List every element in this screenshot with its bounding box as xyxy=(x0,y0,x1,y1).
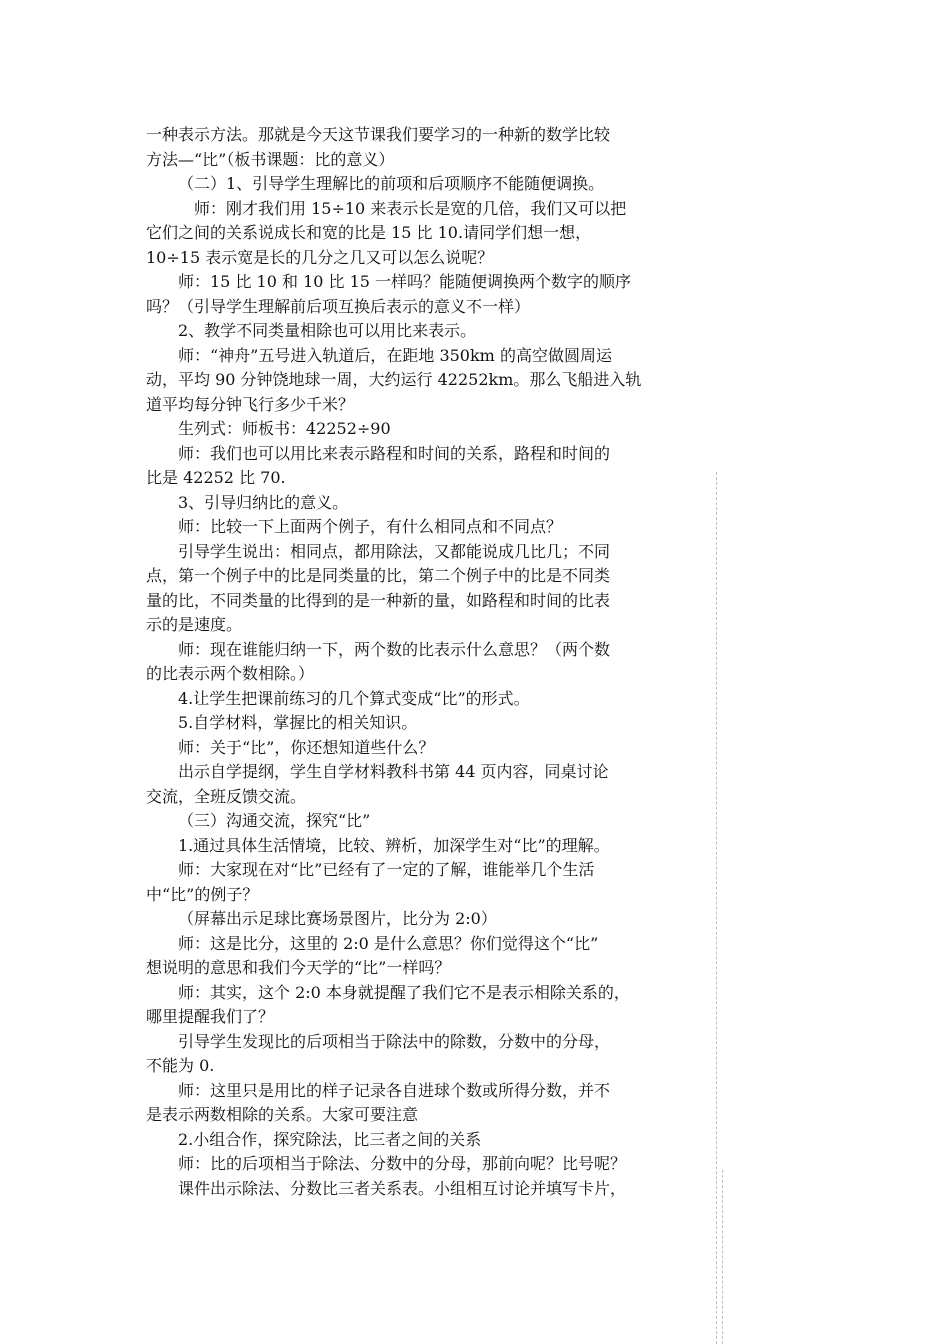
text-line: 师：这里只是用比的样子记录各自进球个数或所得分数，并不 xyxy=(178,1080,611,1100)
text-line: 比是 42252 比 70. xyxy=(146,468,286,487)
text-line: 师：其实，这个 2:0 本身就提醒了我们它不是表示相除关系的， xyxy=(178,982,630,1002)
text-line: 示的是速度。 xyxy=(146,615,243,634)
text-line: 师：我们也可以用比来表示路程和时间的关系，路程和时间的 xyxy=(178,443,611,463)
text-line: 师：刚才我们用 15÷10 来表示长是宽的几倍，我们又可以把 xyxy=(194,198,627,218)
text-line: 不能为 0. xyxy=(146,1056,215,1075)
text-line: 出示自学提纲，学生自学材料教科书第 44 页内容，同桌讨论 xyxy=(178,762,609,781)
text-line: 交流，全班反馈交流。 xyxy=(146,786,307,806)
text-line: 5.自学材料，掌握比的相关知识。 xyxy=(178,713,418,732)
text-line: 是表示两数相除的关系。大家可要注意 xyxy=(146,1105,419,1124)
body-text xyxy=(146,123,712,1201)
text-line: 道平均每分钟飞行多少千米？ xyxy=(146,394,355,414)
text-line: 师：这是比分，这里的 2:0 是什么意思？你们觉得这个“比” xyxy=(178,933,599,953)
text-line: 一种表示方法。那就是今天这节课我们要学习的一种新的数学比较 xyxy=(146,125,611,144)
text-line: 它们之间的关系说成长和宽的比是 15 比 10.请同学们想一想， xyxy=(146,223,592,242)
text-line: 课件出示除法、分数比三者关系表。小组相互讨论并填写卡片， xyxy=(178,1178,627,1198)
text-line: 量的比，不同类量的比得到的是一种新的量，如路程和时间的比表 xyxy=(146,590,611,610)
text-line: 生列式：师板书：42252÷90 xyxy=(178,419,391,438)
text-line: 师：大家现在对“比”已经有了一定的了解，谁能举几个生活 xyxy=(178,860,595,879)
text-line: （屏幕出示足球比赛场景图片，比分为 2:0） xyxy=(178,909,497,928)
text-line: 2.小组合作，探究除法，比三者之间的关系 xyxy=(178,1129,482,1149)
text-line: 师：现在谁能归纳一下，两个数的比表示什么意思？（两个数 xyxy=(178,639,611,659)
text-line: 10÷15 表示宽是长的几分之几又可以怎么说呢？ xyxy=(146,247,494,267)
text-line: 引导学生说出：相同点，都用除法，又都能说成几比几；不同 xyxy=(178,541,611,561)
margin-dashed-line xyxy=(722,1170,723,1344)
text-line: 点，第一个例子中的比是同类量的比，第二个例子中的比是不同类 xyxy=(146,566,611,585)
text-line: （三）沟通交流，探究“比” xyxy=(178,811,371,830)
margin-dashed-line xyxy=(716,472,717,1344)
text-line: 师：“神舟”五号进入轨道后，在距地 350km 的高空做圆周运 xyxy=(178,345,612,365)
text-line: 师：15 比 10 和 10 比 15 一样吗？能随便调换两个数字的顺序 xyxy=(178,272,632,291)
text-line: 动，平均 90 分钟饶地球一周，大约运行 42252km。那么飞船进入轨 xyxy=(146,370,642,389)
text-line: 引导学生发现比的后项相当于除法中的除数，分数中的分母， xyxy=(178,1031,611,1051)
text-line: 的比表示两个数相除。） xyxy=(146,664,315,683)
text-line: 哪里提醒我们了？ xyxy=(146,1007,275,1026)
text-line: 想说明的意思和我们今天学的“比”一样吗？ xyxy=(146,958,451,977)
text-line: 师：关于“比”，你还想知道些什么？ xyxy=(178,737,435,757)
text-line: 方法—“比”（板书课题：比的意义） xyxy=(146,149,395,169)
text-line: 2、教学不同类量相除也可以用比来表示。 xyxy=(178,321,477,340)
text-line: 4.让学生把课前练习的几个算式变成“比”的形式。 xyxy=(178,688,530,708)
text-line: 师：比较一下上面两个例子，有什么相同点和不同点？ xyxy=(178,517,563,536)
text-line: 3、引导归纳比的意义。 xyxy=(178,492,349,512)
text-line: 吗？（引导学生理解前后项互换后表示的意义不一样） xyxy=(146,296,531,316)
text-line: 师：比的后项相当于除法、分数中的分母，那前向呢？比号呢？ xyxy=(178,1154,627,1173)
text-line: （二）1、引导学生理解比的前项和后项顺序不能随便调换。 xyxy=(178,174,605,193)
text-line: 中“比”的例子？ xyxy=(146,884,259,904)
text-line: 1.通过具体生活情境，比较、辨析，加深学生对“比”的理解。 xyxy=(178,835,610,855)
